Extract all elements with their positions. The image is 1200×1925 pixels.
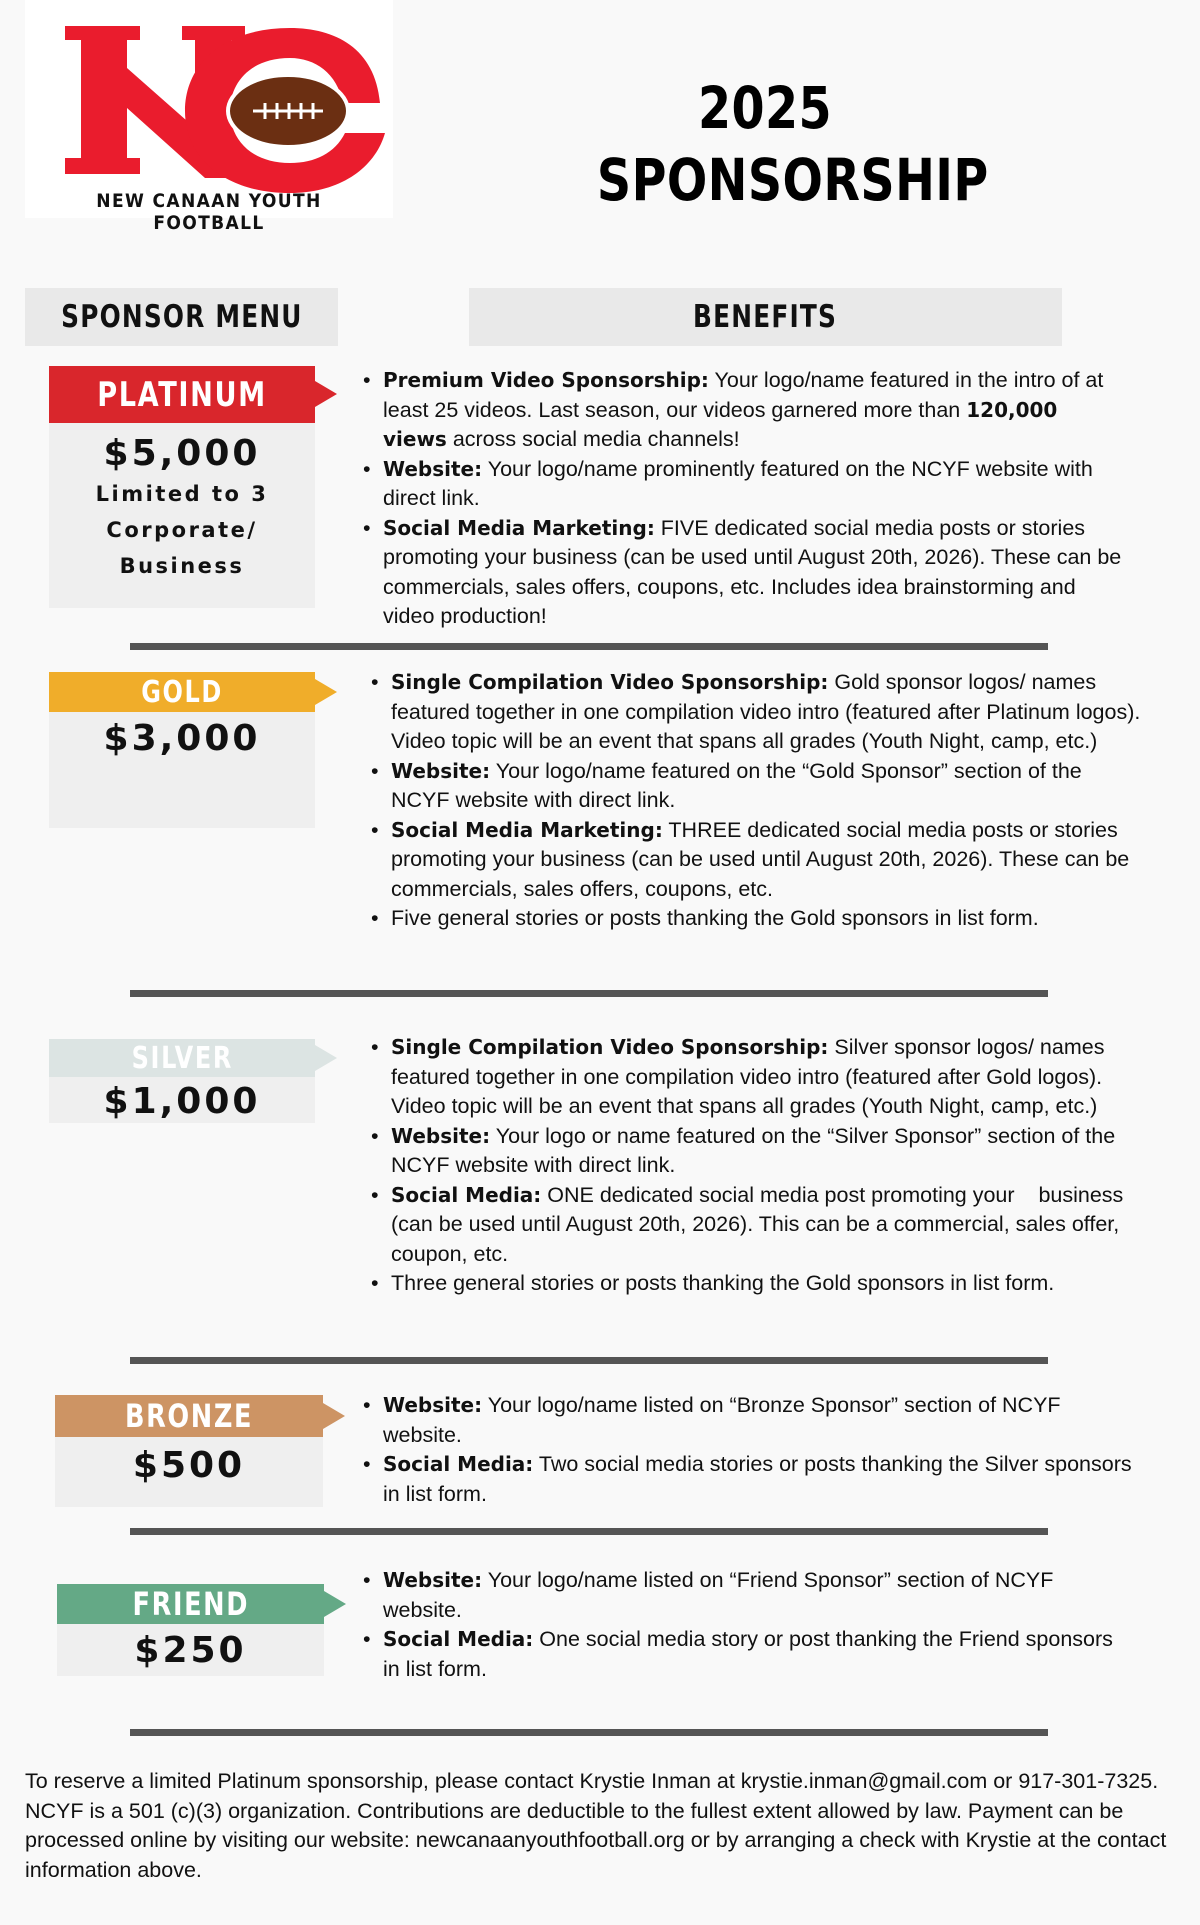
bronze-benefits — [363, 1391, 1133, 1509]
benefit-item: • Single Compilation Video Sponsorship: Gold sponsor logos/ names featured together in one compilation video intro (featured after Platinum logos). Video topic will be an event that spans all grades (Youth Night, camp, etc.) — [371, 668, 1141, 757]
tier-bronze-label: BRONZE — [55, 1395, 323, 1437]
tier-platinum-note-2: Corporate/ — [106, 518, 258, 542]
tier-platinum-price: $5,000 — [103, 433, 261, 474]
friend-benefits — [363, 1566, 1133, 1684]
benefit-item: • Social Media: ONE dedicated social media post promoting your business (can be used until August 20th, 2026). This can be a commercial, sales offer, coupon, etc. — [371, 1181, 1141, 1270]
gold-benefits — [371, 668, 1141, 934]
divider — [130, 1528, 1048, 1535]
tier-silver-body — [49, 1077, 315, 1123]
title-year: 2025 — [697, 74, 833, 142]
tier-platinum-arrow-icon — [315, 381, 337, 407]
tier-silver-price: $1,000 — [103, 1081, 261, 1122]
tier-gold-label: GOLD — [49, 672, 315, 712]
benefit-item: • Three general stories or posts thanking the Gold sponsors in list form. — [371, 1269, 1141, 1299]
benefit-item: • Website: Your logo/name prominently featured on the NCYF website with direct link. — [363, 455, 1123, 514]
tier-friend-body — [57, 1624, 324, 1676]
benefit-item: • Social Media: One social media story or post thanking the Friend sponsors in list form. — [363, 1625, 1133, 1684]
ncyf-logo — [25, 0, 393, 234]
tier-platinum-note-3: Business — [119, 554, 245, 578]
tier-gold-body — [49, 712, 315, 828]
tier-friend-price: $250 — [134, 1630, 247, 1671]
divider — [130, 1729, 1048, 1736]
contact-footer: To reserve a limited Platinum sponsorship, please contact Krystie Inman at krystie.inman@gmail.com or 917-301-7325. NCYF is a 501 (c)(3) organization. Contributions are deductible to the fullest extent allowed by law. Payment can be processed online by visiting our website: newcanaanyouthfootball.org or by arranging a check with Krystie at the contact information above. — [25, 1769, 1167, 1882]
tier-platinum-note-1: Limited to 3 — [95, 482, 269, 506]
org-name: NEW CANAAN YOUTH FOOTBALL — [96, 190, 322, 234]
nc-football-logo-icon — [45, 8, 385, 198]
tier-bronze-arrow-icon — [323, 1403, 345, 1429]
benefits-header: BENEFITS — [469, 288, 1062, 346]
benefit-item: • Website: Your logo/name listed on “Friend Sponsor” section of NCYF website. — [363, 1566, 1133, 1625]
divider — [130, 643, 1048, 650]
divider — [130, 1357, 1048, 1364]
tier-gold-arrow-icon — [315, 679, 337, 705]
tier-bronze-body — [55, 1437, 323, 1507]
tier-silver-label: SILVER — [49, 1039, 315, 1077]
tier-bronze-price: $500 — [132, 1445, 246, 1486]
benefit-item: • Website: Your logo/name listed on “Bronze Sponsor” section of NCYF website. — [363, 1391, 1133, 1450]
page-title — [596, 72, 989, 216]
benefit-item: • Five general stories or posts thanking the Gold sponsors in list form. — [371, 904, 1141, 934]
sponsor-menu-header: SPONSOR MENU — [25, 288, 338, 346]
tier-friend-label: FRIEND — [57, 1584, 324, 1624]
tier-platinum-body — [49, 423, 315, 608]
benefit-item: • Single Compilation Video Sponsorship: Silver sponsor logos/ names featured together in one compilation video intro (featured after Gold logos). Video topic will be an event that spans all grades (Youth Night, camp, etc.) — [371, 1033, 1141, 1122]
benefit-item: • Social Media: Two social media stories or posts thanking the Silver sponsors in list form. — [363, 1450, 1133, 1509]
benefit-item: • Social Media Marketing: THREE dedicated social media posts or stories promoting your business (can be used until August 20th, 2026). These can be commercials, sales offers, coupons, etc. — [371, 816, 1141, 905]
tier-platinum-label: PLATINUM — [49, 366, 315, 423]
title-main: SPONSORSHIP — [596, 146, 989, 214]
divider — [130, 990, 1048, 997]
tier-gold-price: $3,000 — [103, 718, 261, 759]
benefit-item: • Premium Video Sponsorship: Your logo/name featured in the intro of at least 25 videos. Last season, our videos garnered more than 120,000 views across social media channels! — [363, 366, 1123, 455]
silver-benefits — [371, 1033, 1141, 1299]
tier-friend-arrow-icon — [324, 1591, 346, 1617]
benefit-item: • Website: Your logo or name featured on the “Silver Sponsor” section of the NCYF website with direct link. — [371, 1122, 1141, 1181]
platinum-benefits — [363, 366, 1123, 632]
benefit-item: • Website: Your logo/name featured on the “Gold Sponsor” section of the NCYF website with direct link. — [371, 757, 1141, 816]
benefit-item: • Social Media Marketing: FIVE dedicated social media posts or stories promoting your business (can be used until August 20th, 2026). These can be commercials, sales offers, coupons, etc. Includes idea brainstorming and video production! — [363, 514, 1123, 632]
tier-silver-arrow-icon — [315, 1045, 337, 1071]
